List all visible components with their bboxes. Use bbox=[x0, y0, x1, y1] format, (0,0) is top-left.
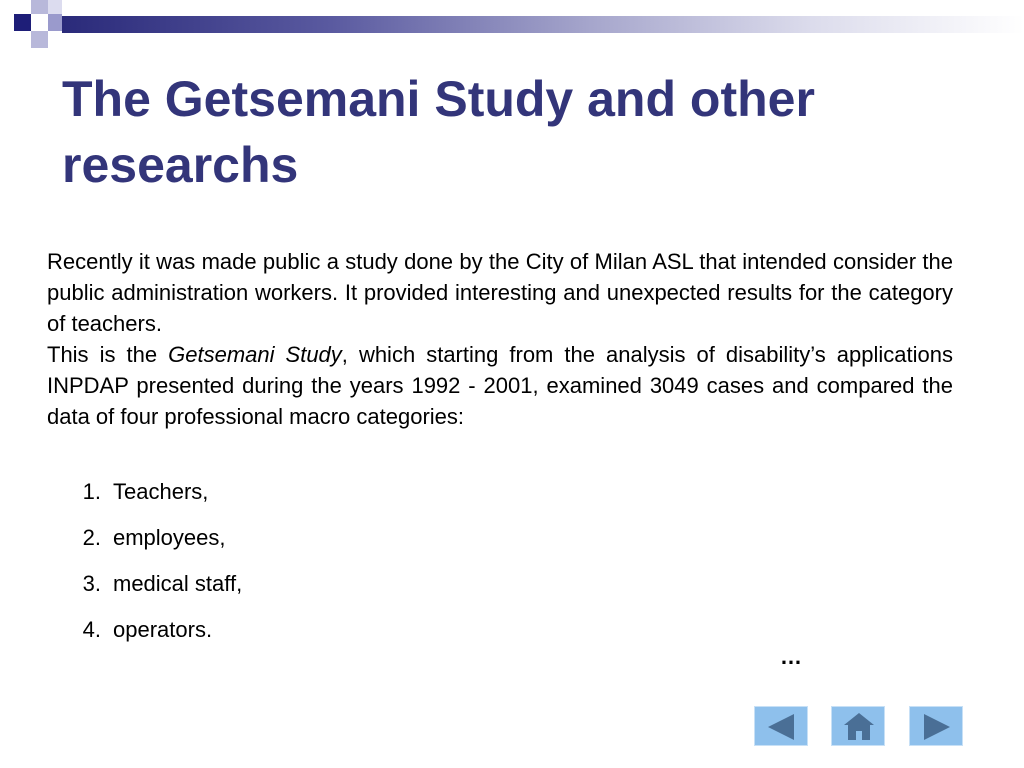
deco-square-mid bbox=[48, 14, 62, 31]
list-item bbox=[47, 515, 242, 561]
slide-body bbox=[47, 246, 953, 432]
deco-square-dark bbox=[14, 14, 31, 31]
list-number: 2. bbox=[82, 525, 101, 550]
list-text: Teachers, bbox=[113, 479, 209, 504]
paragraph-study bbox=[47, 339, 953, 432]
continuation-ellipsis: … bbox=[780, 644, 802, 669]
header-decoration bbox=[0, 0, 1024, 56]
home-button[interactable] bbox=[831, 706, 885, 746]
slide-title: The Getsemani Study and other researchs bbox=[62, 71, 815, 193]
list-item bbox=[47, 469, 242, 515]
next-slide-button[interactable] bbox=[909, 706, 963, 746]
deco-square-light bbox=[48, 0, 62, 14]
deco-square-light bbox=[31, 31, 48, 48]
previous-slide-button[interactable] bbox=[754, 706, 808, 746]
list-item bbox=[47, 561, 242, 607]
arrow-left-icon bbox=[755, 707, 809, 747]
list-number: 3. bbox=[82, 571, 101, 596]
list-number: 4. bbox=[82, 617, 101, 642]
list-text: medical staff, bbox=[113, 571, 243, 596]
study-name: Getsemani Study bbox=[168, 342, 342, 367]
paragraph-intro: Recently it was made public a study done by the City of Milan ASL that intended consider the public administration workers. It provided interesting and unexpected results for the category of teachers. bbox=[47, 249, 953, 336]
header-gradient-bar bbox=[62, 16, 1024, 33]
paragraph-study-lead: This is the bbox=[47, 342, 169, 367]
home-icon bbox=[832, 707, 886, 747]
category-list bbox=[47, 469, 242, 653]
list-text: operators. bbox=[113, 617, 213, 642]
list-item bbox=[47, 607, 242, 653]
list-number: 1. bbox=[82, 479, 101, 504]
list-text: employees, bbox=[113, 525, 226, 550]
paragraph-study-rest: , which starting from the analysis of disability’s applications INPDAP presented during the years 1992 - 2001, examined 3049 cases and compared the data of four professional macro categories: bbox=[47, 342, 953, 429]
arrow-right-icon bbox=[910, 707, 964, 747]
deco-square-light bbox=[31, 0, 48, 14]
